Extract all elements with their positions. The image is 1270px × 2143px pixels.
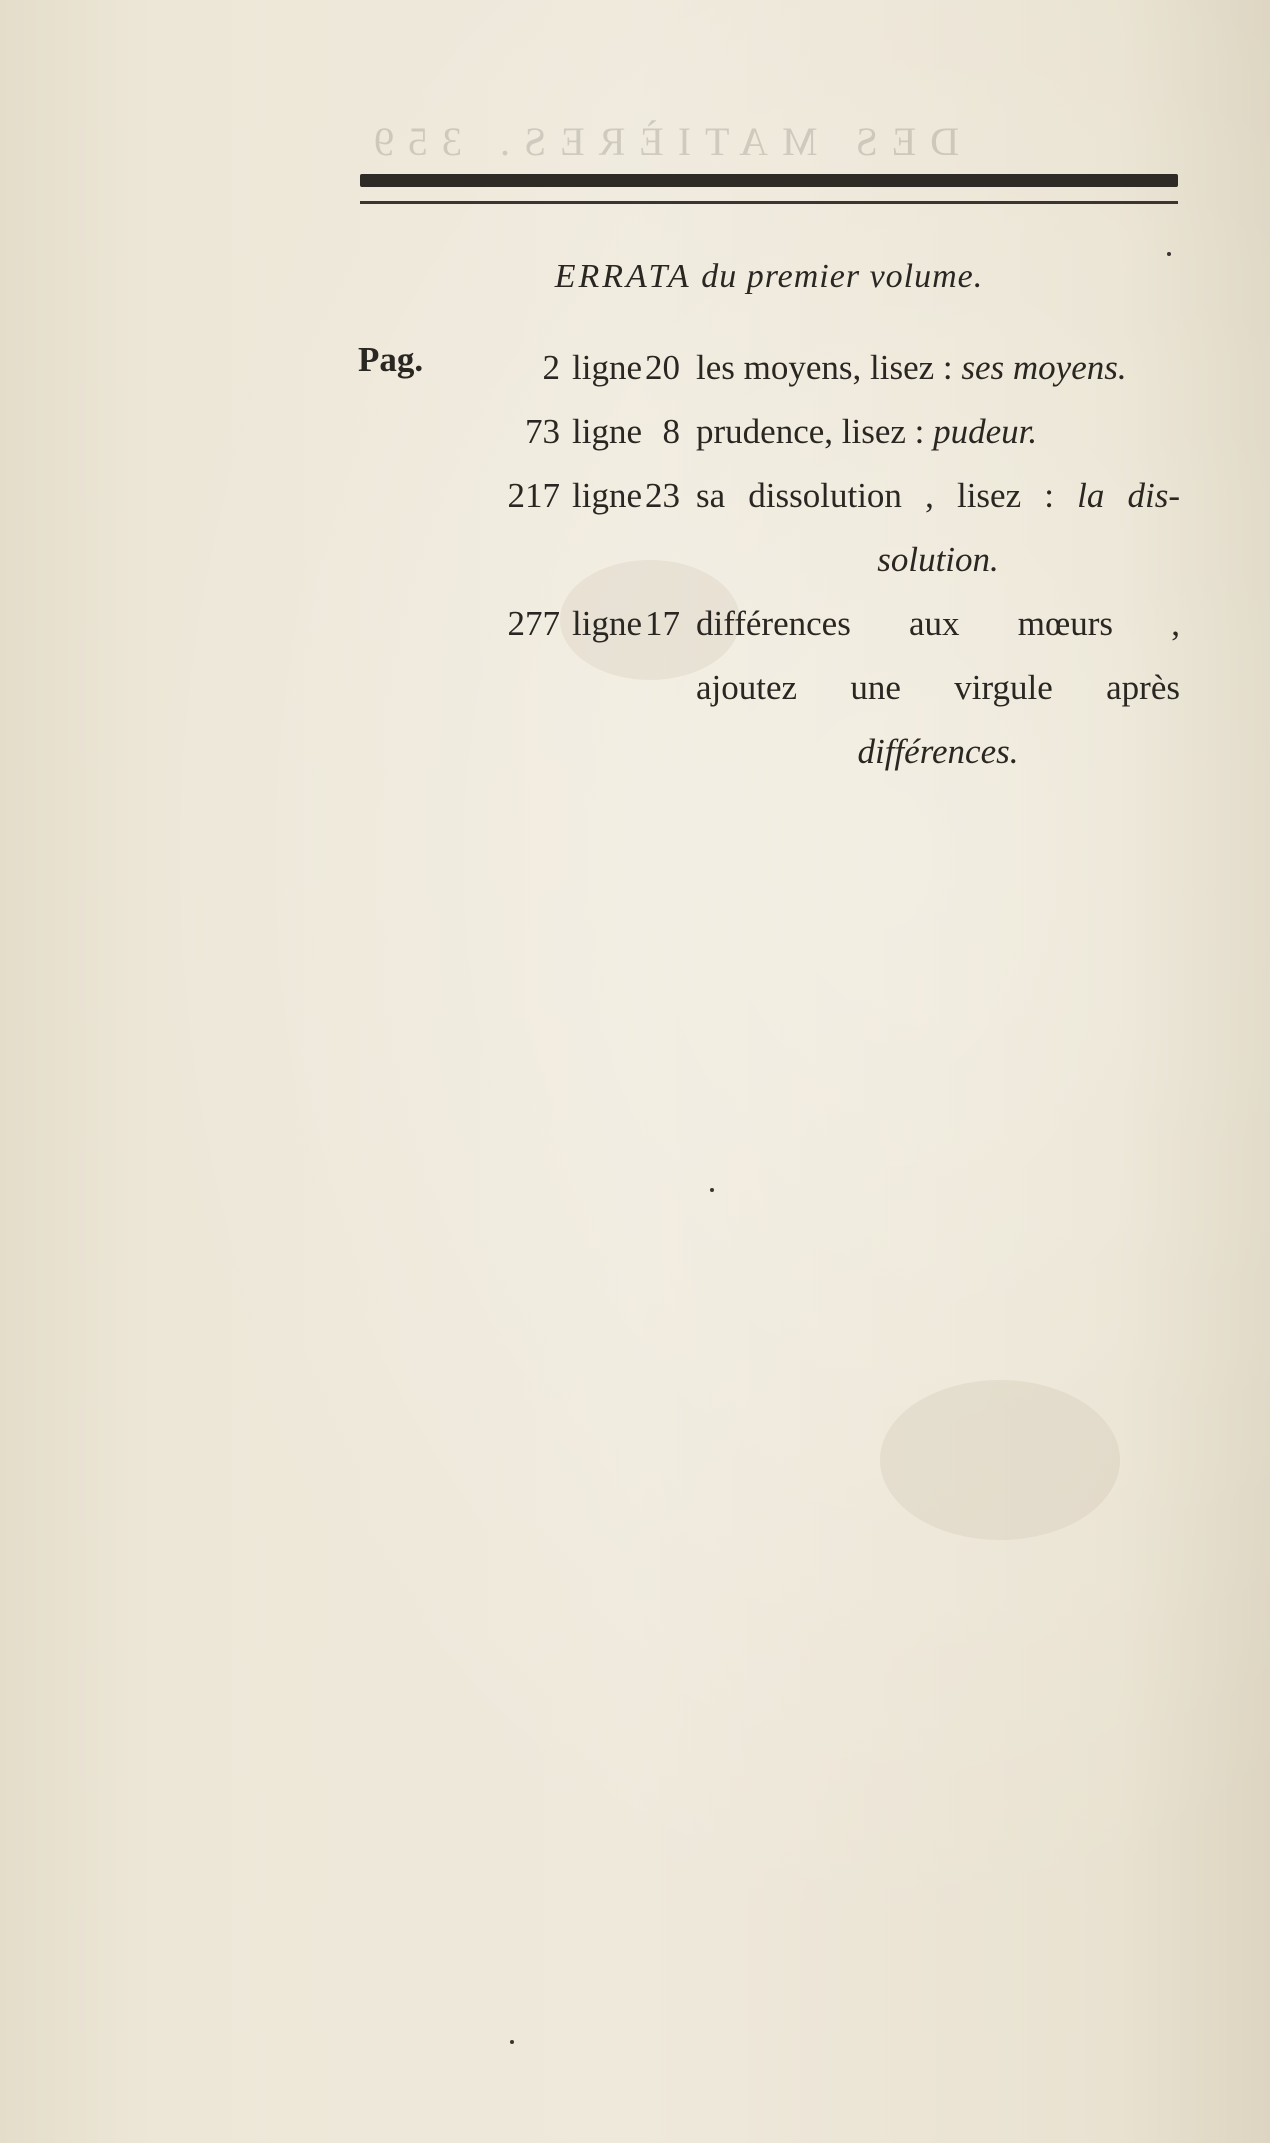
pag-label: Pag.: [358, 340, 424, 379]
entry-ligne-label: ligne: [572, 412, 642, 451]
entry-error: les moyens, lisez :: [696, 348, 953, 387]
entry-ligne-label: ligne: [572, 476, 642, 515]
entry-correction: ses moyens.: [961, 348, 1127, 387]
entry-text-line2: ajoutez une virgule après: [696, 668, 1180, 707]
entry-ligne-label: ligne: [572, 348, 642, 387]
entry-error: prudence, lisez :: [696, 412, 925, 451]
header-thin-rule: [360, 201, 1178, 204]
errata-title-rest: du premier volume.: [701, 258, 984, 295]
entry-error: sa dissolution , lisez :: [696, 476, 1054, 515]
entry-ligne-label: ligne: [572, 604, 642, 643]
entry-page: 277: [507, 604, 560, 643]
entry-line: 17: [645, 604, 680, 643]
entry-line: 23: [645, 476, 680, 515]
entry-page: 73: [525, 412, 560, 451]
entry-page: 2: [542, 348, 560, 387]
entry-text-line1: différences aux mœurs ,: [696, 604, 1180, 643]
ink-speck: [710, 1188, 714, 1192]
entry-text-line3: différences.: [857, 732, 1019, 771]
entry-correction: pudeur.: [933, 412, 1038, 451]
errata-title: [360, 258, 1178, 296]
entry-line: 8: [662, 412, 680, 451]
entry-page: 217: [507, 476, 560, 515]
ink-speck: [1167, 252, 1171, 256]
running-head: DES MATIÈRES. 359: [360, 119, 960, 164]
errata-title-caps: ERRATA: [554, 258, 692, 295]
entry-correction-part2: solution.: [877, 540, 999, 579]
entry-correction-part1: la dis-: [1077, 476, 1181, 515]
header-thick-rule: [360, 174, 1178, 187]
entry-line: 20: [645, 348, 680, 387]
paper-stain: [880, 1380, 1120, 1540]
ink-speck: [510, 2040, 514, 2044]
